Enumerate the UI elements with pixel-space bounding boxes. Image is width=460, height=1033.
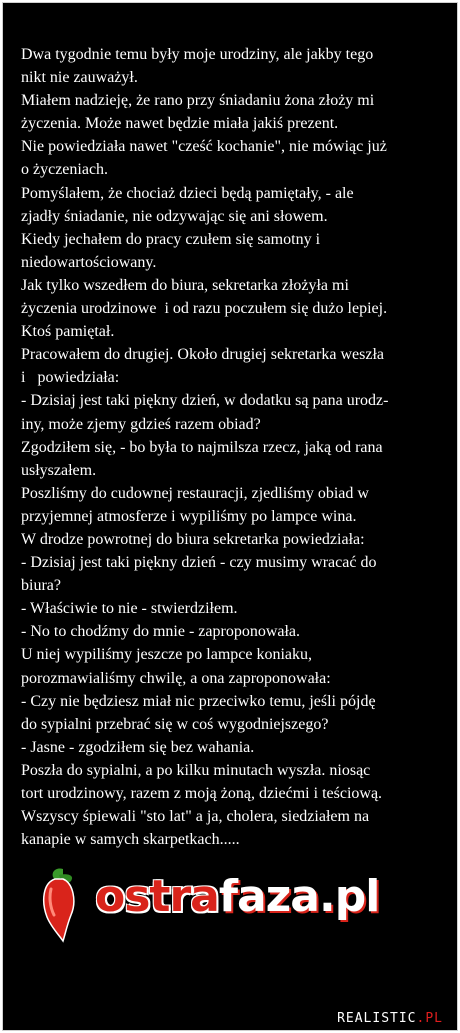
story-line: Jak tylko wszedłem do biura, sekretarka złożyła mi: [21, 276, 349, 294]
story-line: nikt nie zauważył.: [21, 69, 138, 87]
story-line: U niej wypiliśmy jeszcze po lampce koniaku,: [21, 646, 313, 664]
realistic-watermark: [337, 1011, 443, 1026]
story-line: Dwa tygodnie temu były moje urodziny, ale jakby tego: [21, 46, 374, 63]
story-line: porozmawialiśmy chwilę, a ona zaproponowała:: [21, 669, 331, 687]
story-line: - Właściwie to nie - stwierdziłem.: [21, 600, 238, 618]
watermark-main: REALISTIC: [337, 1011, 417, 1026]
logo-wordmark: [95, 871, 379, 922]
story-line: - Czy nie będziesz miał nic przeciwko temu, jeśli pójdę: [21, 692, 376, 710]
story-line: Wszyscy śpiewali "sto lat" a ja, cholera, siedziałem na: [21, 808, 370, 826]
watermark-suffix: .PL: [416, 1011, 443, 1026]
story-line: Zgodziłem się, - bo była to najmilsza rzecz, jaką od rana: [21, 438, 383, 456]
story-line: iny, może zjemy gdzieś razem obiad?: [21, 415, 261, 433]
chili-pepper-icon: [37, 865, 89, 945]
story-line: biura?: [21, 577, 61, 595]
story-line: do sypialni przebrać się w coś wygodniejszego?: [21, 715, 329, 733]
story-card: [2, 2, 458, 1031]
story-line: Pracowałem do drugiej. Około drugiej sekretarka weszła: [21, 346, 384, 364]
story-line: życzenia. Może nawet będzie miała jakiś prezent.: [21, 115, 339, 133]
logo-word-white: faza.pl: [218, 871, 380, 922]
story-line: Kiedy jechałem do pracy czułem się samotny i: [21, 230, 321, 248]
story-line: Pomyślałem, że chociaż dzieci będą pamiętały, - ale: [21, 184, 354, 202]
story-line: kanapie w samych skarpetkach.....: [21, 831, 240, 849]
story-line: Poszliśmy do cudownej restauracji, zjedliśmy obiad w: [21, 484, 369, 502]
story-line: usłyszałem.: [21, 461, 97, 479]
story-line: życzenia urodzinowe i od razu poczułem się dużo lepiej.: [21, 300, 388, 318]
logo-word-red: ostra: [95, 871, 219, 922]
story-line: niedowartościowany.: [21, 253, 157, 271]
story-line: i powiedziała:: [21, 369, 120, 387]
story-line: Poszła do sypialni, a po kilku minutach wyszła. niosąc: [21, 761, 371, 779]
story-line: Miałem nadzieję, że rano przy śniadaniu żona złoży mi: [21, 92, 375, 110]
story-line: Ktoś pamiętał.: [21, 323, 115, 341]
story-line: - No to chodźmy do mnie - zaproponowała.: [21, 623, 301, 641]
story-line: zjadły śniadanie, nie odzywając się ani słowem.: [21, 207, 328, 225]
story-line: przyjemnej atmosferze i wypiliśmy po lampce wina.: [21, 507, 357, 525]
story-line: - Dzisiaj jest taki piękny dzień - czy musimy wracać do: [21, 554, 377, 572]
story-line: W drodze powrotnej do biura sekretarka powiedziała:: [21, 530, 365, 548]
story-line: Nie powiedziała nawet "cześć kochanie", nie mówiąc już: [21, 138, 387, 156]
story-line: o życzeniach.: [21, 161, 109, 179]
story-line: - Dzisiaj jest taki piękny dzień, w dodatku są pana urodz-: [21, 392, 389, 410]
story-line: tort urodzinowy, razem z moją żoną, dziećmi i teściową.: [21, 785, 383, 802]
story-line: - Jasne - zgodziłem się bez wahania.: [21, 738, 255, 756]
story-text: [21, 43, 449, 851]
ostrafaza-logo[interactable]: [37, 865, 417, 945]
